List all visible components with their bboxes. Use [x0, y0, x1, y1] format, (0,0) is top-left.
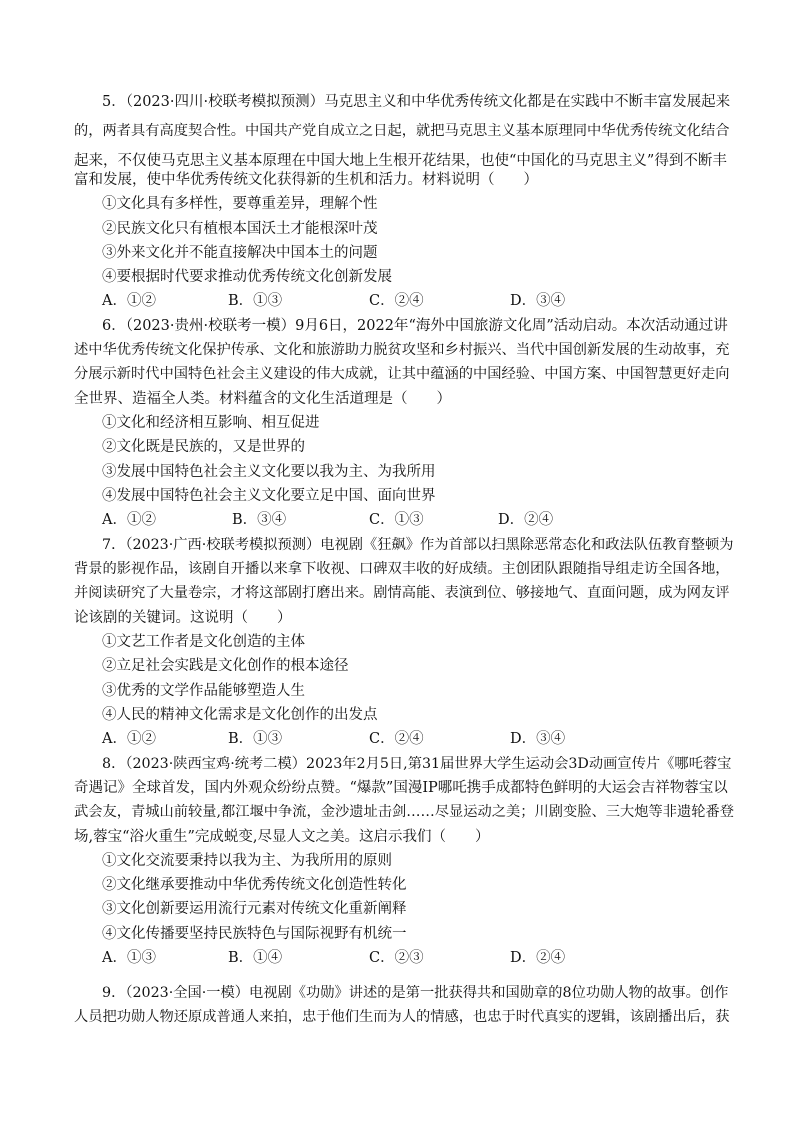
answer-choice-b: B．①④ — [228, 950, 283, 966]
question-text-line: 全世界、造福全人类。材料蕴含的文化生活道理是（ ） — [74, 391, 451, 407]
question-text-line: 富和发展，使中华优秀传统文化获得新的生机和活力。材料说明（ ） — [74, 172, 538, 188]
question-text-line: 奇遇记》全球首发，国内外观众纷纷点赞。“爆款”国漫IP哪吒携手成都特色鲜明的大运会吉祥物蓉宝以 — [74, 780, 728, 796]
option-statement: ④文化传播要坚持民族特色与国际视野有机统一 — [102, 926, 407, 942]
question-text-line: 武会友，青城山前较量,都江堰中争流，金沙遗址击剑……尽显运动之美；川剧变脸、三大炮等非遗轮番登 — [74, 804, 735, 820]
question-text-line: 背景的影视作品，该剧自开播以来拿下收视、口碑双丰收的好成绩。主创团队跟随指导组走访全国各地， — [74, 561, 730, 577]
answer-choice-b: B．①③ — [228, 731, 283, 747]
question-text-line: 人员把功勋人物还原成普通人来拍，忠于他们生而为人的情感，也忠于时代真实的逻辑，该剧播出后，获 — [74, 1009, 730, 1025]
option-statement: ③外来文化并不能直接解决中国本土的问题 — [102, 245, 378, 261]
question-text-line: 的，两者具有高度契合性。中国共产党自成立之日起，就把马克思主义基本原理同中华优秀传统文化结合 — [74, 123, 730, 139]
answer-choice-a: A．①② — [102, 293, 156, 309]
option-statement: ②民族文化只有植根本国沃土才能根深叶茂 — [102, 221, 378, 237]
answer-choice-c: C．②③ — [369, 950, 424, 966]
option-statement: ④人民的精神文化需求是文化创作的出发点 — [102, 707, 378, 723]
answer-choice-d: D．②④ — [498, 512, 554, 528]
option-statement: ③发展中国特色社会主义文化要以我为主、为我所用 — [102, 464, 436, 480]
option-statement: ③优秀的文学作品能够塑造人生 — [102, 683, 305, 699]
answer-choice-d: D．②④ — [510, 950, 566, 966]
question-text-line: 起来，不仅使马克思主义基本原理在中国大地上生根开花结果，也使“中国化的马克思主义”得到不断丰 — [74, 153, 727, 169]
answer-choice-a: A．①③ — [102, 950, 156, 966]
option-statement: ①文化具有多样性，要尊重差异，理解个性 — [102, 196, 378, 212]
option-statement: ②文化既是民族的，又是世界的 — [102, 439, 305, 455]
option-statement: ②立足社会实践是文化创作的根本途径 — [102, 658, 349, 674]
question-text-line: 论该剧的关键词。这说明（ ） — [74, 610, 292, 626]
answer-choice-c: C．②④ — [369, 293, 424, 309]
question-text-line: 6．（2023·贵州·校联考一模）9月6日，2022年“海外中国旅游文化周”活动启动。本次活动通过讲 — [102, 318, 728, 334]
option-statement: ④要根据时代要求推动优秀传统文化创新发展 — [102, 269, 392, 285]
option-statement: ①文艺工作者是文化创造的主体 — [102, 634, 305, 650]
answer-choice-b: B．③④ — [232, 512, 287, 528]
answer-choice-c: C．②④ — [369, 731, 424, 747]
answer-choice-a: A．①② — [102, 731, 156, 747]
question-text-line: 场,蓉宝“浴火重生”完成蜕变,尽显人文之美。这启示我们（ ） — [74, 829, 490, 845]
answer-choice-c: C．①③ — [369, 512, 424, 528]
question-text-line: 8．（2023·陕西宝鸡·统考二模）2023年2月5日,第31届世界大学生运动会3D动画宣传片《哪吒蓉宝 — [102, 756, 732, 772]
option-statement: ①文化交流要秉持以我为主、为我所用的原则 — [102, 853, 392, 869]
answer-choice-d: D．③④ — [510, 731, 566, 747]
answer-choice-d: D．③④ — [510, 293, 566, 309]
option-statement: ③文化创新要运用流行元素对传统文化重新阐释 — [102, 901, 407, 917]
question-text-line: 5．（2023·四川·校联考模拟预测）马克思主义和中华优秀传统文化都是在实践中不断丰富发展起来 — [102, 94, 731, 110]
option-statement: ②文化继承要推动中华优秀传统文化创造性转化 — [102, 877, 407, 893]
option-statement: ④发展中国特色社会主义文化要立足中国、面向世界 — [102, 488, 436, 504]
answer-choice-a: A．①② — [102, 512, 156, 528]
question-text-line: 9．（2023·全国·一模）电视剧《功勋》讲述的是第一批获得共和国勋章的8位功勋人物的故事。创作 — [102, 985, 729, 1001]
answer-choice-b: B．①③ — [228, 293, 283, 309]
question-text-line: 并阅读研究了大量卷宗，才将这部剧打磨出来。剧情高能、表演到位、够接地气、直面问题，成为网友评 — [74, 585, 730, 601]
question-text-line: 述中华优秀传统文化保护传承、文化和旅游助力脱贫攻坚和乡村振兴、当代中国创新发展的生动故事，充 — [74, 342, 730, 358]
question-text-line: 分展示新时代中国特色社会主义建设的伟大成就，让其中蕴涵的中国经验、中国方案、中国智慧更好走向 — [74, 366, 730, 382]
question-text-line: 7．（2023·广西·校联考模拟预测）电视剧《狂飙》作为首部以扫黑除恶常态化和政法队伍教育整顿为 — [102, 537, 734, 553]
option-statement: ①文化和经济相互影响、相互促进 — [102, 415, 320, 431]
